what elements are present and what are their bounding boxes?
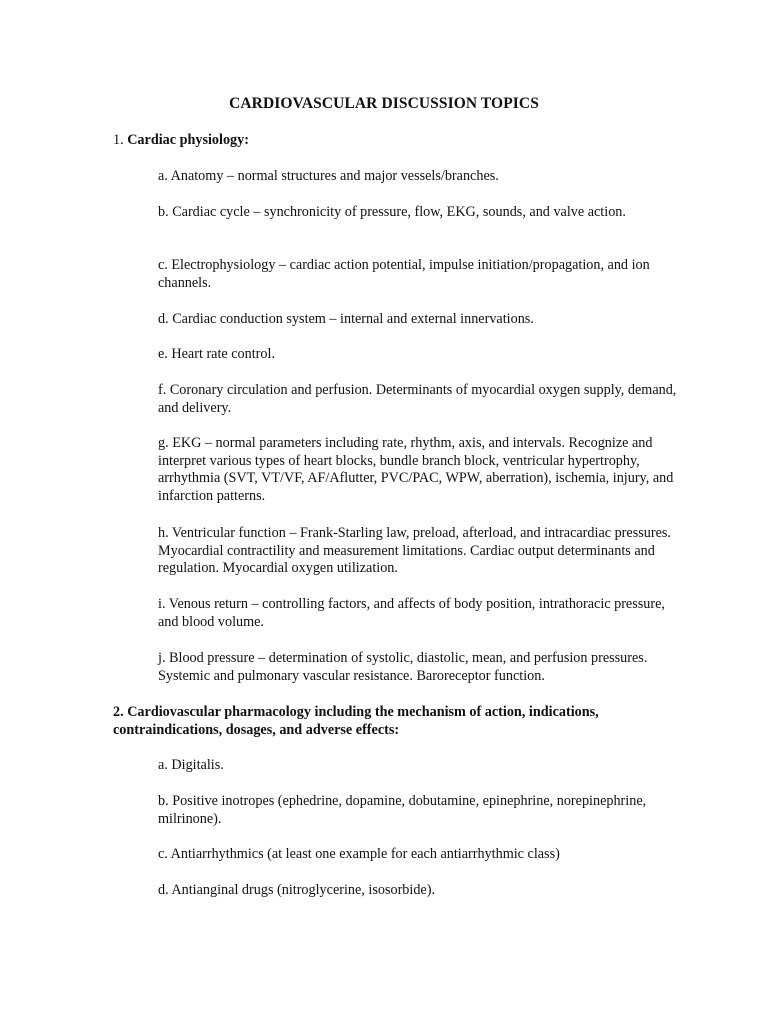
section-1-heading <box>113 132 673 150</box>
topic-item: h. Ventricular function – Frank-Starling law, preload, afterload, and intracardiac pressures. Myocardial contractility and measurement limitations. Cardiac output determinants and regulation. Myocardial oxygen utilization. <box>158 525 671 577</box>
topic-item: g. EKG – normal parameters including rate, rhythm, axis, and intervals. Recognize and interpret various types of heart blocks, bundle branch block, ventricular hypertrophy, arrhythmia (SVT, VT/VF, AF/Aflutter, PVC/PAC, WPW, aberration), ischemia, injury, and infarction patterns. <box>158 435 674 504</box>
topic-item: c. Antiarrhythmics (at least one example for each antiarrhythmic class) <box>158 846 560 862</box>
topic-item: a. Anatomy – normal structures and major vessels/branches. <box>158 168 499 184</box>
topic-item: b. Cardiac cycle – synchronicity of pressure, flow, EKG, sounds, and valve action. <box>158 204 626 220</box>
topic-item: f. Coronary circulation and perfusion. Determinants of myocardial oxygen supply, demand, and delivery. <box>158 382 677 416</box>
topic-item: d. Antianginal drugs (nitroglycerine, isosorbide). <box>158 882 435 898</box>
topic-item: a. Digitalis. <box>158 757 224 773</box>
section-title: Cardiovascular pharmacology including the mechanism of action, indications, contraindications, dosages, and adverse effects: <box>113 704 599 738</box>
page-title: CARDIOVASCULAR DISCUSSION TOPICS <box>229 95 539 112</box>
section-title: Cardiac physiology: <box>127 132 249 148</box>
topic-item: b. Positive inotropes (ephedrine, dopamine, dobutamine, epinephrine, norepinephrine, milrinone). <box>158 793 647 827</box>
topic-item: d. Cardiac conduction system – internal and external innervations. <box>158 311 534 327</box>
topic-item: i. Venous return – controlling factors, and affects of body position, intrathoracic pressure, and blood volume. <box>158 596 665 630</box>
topic-item: e. Heart rate control. <box>158 346 275 362</box>
topic-item: c. Electrophysiology – cardiac action potential, impulse initiation/propagation, and ion channels. <box>158 257 650 291</box>
section-number: 1. <box>113 132 128 148</box>
section-2-heading <box>113 704 673 739</box>
section-number: 2. <box>113 704 128 720</box>
topic-item: j. Blood pressure – determination of systolic, diastolic, mean, and perfusion pressures. Systemic and pulmonary vascular resistance. Baroreceptor function. <box>158 650 648 684</box>
